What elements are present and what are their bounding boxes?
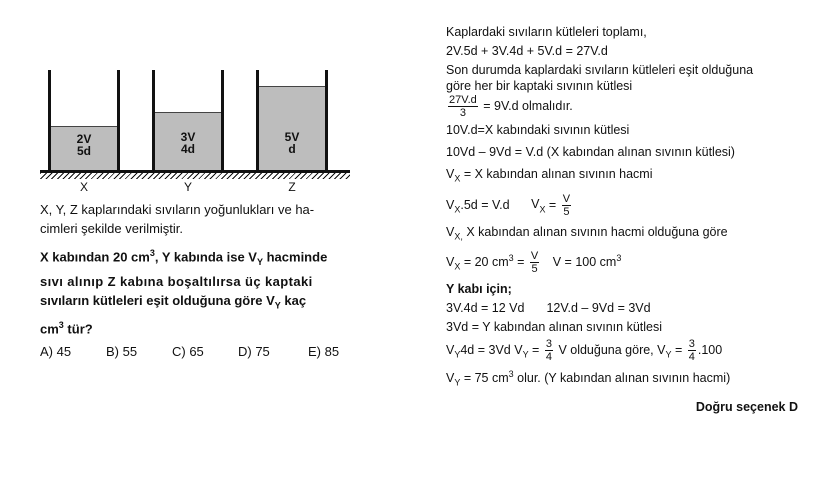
beaker-z-density: d: [288, 142, 296, 156]
sol-line-12: Y kabı için;: [446, 282, 512, 297]
sol-line-6: 10V.d=X kabındaki sıvının kütlesi: [446, 123, 630, 137]
sol-line-10: $V_{X,}$ X kabından alınan sıvının hacmi olduğuna göre: [446, 224, 728, 241]
liquid-y: [155, 112, 221, 170]
beaker-x-density: 5d: [76, 144, 91, 158]
liquid-x: [51, 126, 117, 170]
beaker-figure: [40, 70, 370, 194]
option-b[interactable]: B) 55: [106, 343, 138, 359]
beaker-y-density: 4d: [180, 142, 195, 156]
liquid-z: [259, 86, 325, 170]
beaker-y: [152, 70, 224, 170]
sol-line-5: $\frac{27V.d}{3}$ = 9V.d olmalıdır.: [449, 94, 573, 119]
question-line-2: sıvı alınıp Z kabına boşaltılırsa üç kaptaki: [40, 273, 313, 289]
sol-line-11: $V_X = 20$ $cm^3$ = $\frac{V}{5}$ V = 100 $cm^3$: [446, 250, 622, 276]
sol-line-9: $V_X.5d = V.d$ $V_X$ = $\frac{V}{5}$: [446, 192, 571, 218]
sol-line-14: 3Vd = Y kabından alınan sıvının kütlesi: [446, 320, 663, 335]
sol-line-2: 2V.5d + 3V.4d + 5V.d = 27V.d: [446, 44, 608, 58]
label-x: X: [79, 180, 88, 194]
sol-line-13: 3V.4d = 12 Vd 12V.d – 9Vd = 3Vd: [446, 301, 651, 316]
sol-line-16: $V_Y = 75$ $cm^3$ olur. (Y kabından alınan sıvının hacmi): [446, 369, 731, 389]
answer-label: Doğru seçenek D: [695, 400, 798, 415]
beaker-y-volume: 3V: [180, 130, 196, 144]
option-e[interactable]: E) 85: [308, 343, 340, 359]
beaker-x-volume: 2V: [76, 132, 92, 146]
sol-line-4: göre her bir kaptaki sıvının kütlesi: [446, 79, 633, 93]
intro-line-2: cimleri şekilde verilmiştir.: [40, 221, 184, 236]
answer-options: [40, 344, 372, 359]
question-line-4: $cm^3$ tür?: [40, 319, 93, 336]
sol-line-7: 10Vd – 9Vd = V.d (X kabından alınan sıvının kütlesi): [446, 145, 735, 159]
intro-line-1: X, Y, Z kaplarındaki sıvıların yoğunlukları ve ha-: [40, 202, 315, 217]
option-a[interactable]: A) 45: [40, 343, 72, 359]
question-line-3: sıvıların kütleleri eşit olduğuna göre $V_Y$ kaç: [40, 292, 307, 311]
ground-hatch: [40, 173, 350, 179]
beaker-x: [48, 70, 120, 170]
beaker-z: [256, 70, 328, 170]
sol-line-3: Son durumda kaplardaki sıvıların kütleleri eşit olduğuna: [446, 63, 754, 77]
option-d[interactable]: D) 75: [238, 343, 270, 359]
sol-line-1: Kaplardaki sıvıların kütleleri toplamı,: [446, 25, 647, 39]
option-c[interactable]: C) 65: [172, 343, 204, 359]
question-line-1: X kabından 20 $cm^3$, Y kabında ise $V_Y$ hacminde: [40, 248, 328, 267]
solution-block: [446, 24, 816, 415]
label-y: Y: [183, 180, 192, 194]
beaker-z-volume: 5V: [284, 130, 300, 144]
sol-line-8: $V_X = X$ kabından alınan sıvının hacmi: [446, 167, 653, 184]
question-block: [40, 200, 372, 359]
sol-line-15: $V_Y4d = 3Vd$ $V_Y$ = $\frac{3}{4}$ V olduğuna göre, $V_Y$ = $\frac{3}{4}$ .100: [446, 338, 723, 364]
label-z: Z: [288, 180, 296, 194]
